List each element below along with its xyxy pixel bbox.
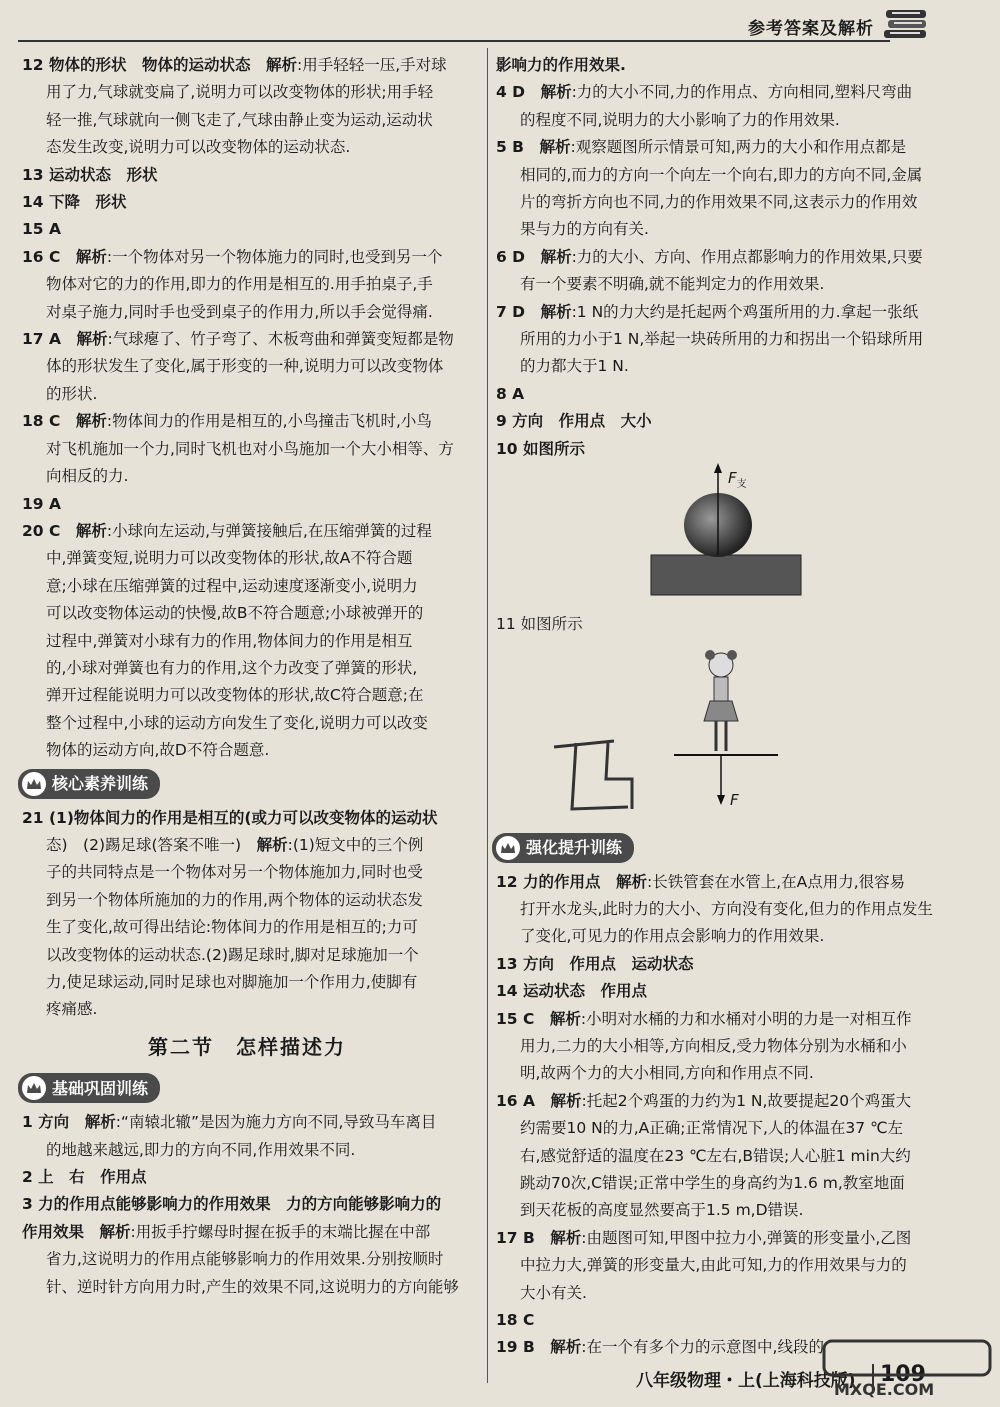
answer-item xyxy=(22,52,472,162)
answer-line: 中,弹簧变短,说明力可以改变物体的形状,故A不符合题 xyxy=(46,549,413,568)
analysis-label: 解析 xyxy=(540,247,572,266)
crown-icon xyxy=(22,1076,46,1100)
answer-item xyxy=(496,244,946,299)
answer-line: 中拉力大,弹簧的形变量大,由此可知,力的作用效果与力的 xyxy=(520,1256,907,1275)
answer-line: 对飞机施加一个力,同时飞机也对小鸟施加一个大小相等、方 xyxy=(46,439,454,458)
analysis-label: 解析 xyxy=(99,1222,131,1241)
answer-line: 疼痛感. xyxy=(46,1000,98,1019)
answer-line: 态) (2)踢足球(答案不唯一) 解析:(1)短文中的三个例 xyxy=(46,835,424,854)
answer-line: 物体的运动方向,故D不符合题意. xyxy=(46,741,270,760)
answer-item xyxy=(22,1164,472,1191)
answer-line: 4 D 解析:力的大小不同,力的作用点、方向相同,塑料尺弯曲 xyxy=(496,83,913,102)
answer-line: 力,使足球运动,同时足球也对脚施加一个作用力,使脚有 xyxy=(46,973,418,991)
answer-item xyxy=(496,1307,946,1334)
right-column xyxy=(496,52,946,1362)
answer-line: 19 B 解析:在一个有多个力的示意图中,线段的 xyxy=(496,1338,824,1357)
analysis-label: 解析 xyxy=(615,872,647,891)
answer-line: 果与力的方向有关. xyxy=(520,220,649,239)
answer-line: 的地越来越远,即力的方向不同,作用效果不同. xyxy=(46,1140,356,1159)
answer-line: 到另一个物体所施加的力的作用,两个物体的运动状态发 xyxy=(46,890,423,909)
answer-line: 的,小球对弹簧也有力的作用,这个力改变了弹簧的形状, xyxy=(46,658,418,677)
answer-line: 的形状. xyxy=(46,384,98,403)
right-answer-list-2 xyxy=(496,869,946,1362)
answer-item xyxy=(496,1225,946,1307)
analysis-label: 解析 xyxy=(75,521,107,540)
answer-item xyxy=(22,189,472,216)
answer-line: 13 方向 作用点 运动状态 xyxy=(496,954,694,973)
answer-line: 态发生改变,说明力可以改变物体的运动状态. xyxy=(46,138,351,157)
answer-line: 的程度不同,说明力的大小影响了力的作用效果. xyxy=(520,110,840,129)
answer-line: 物体对它的力的作用,即力的作用是相互的.用手拍桌子,手 xyxy=(46,275,433,294)
right-answer-list xyxy=(496,52,946,463)
answer-line: 右,感觉舒适的温度在23 ℃左右,B错误;人心脏1 min大约 xyxy=(520,1146,911,1165)
section-title: 第二节 怎样描述力 xyxy=(148,1034,346,1059)
answer-item-11: 11 如图所示 xyxy=(496,615,583,634)
answer-item xyxy=(22,1191,472,1218)
answer-line: 10 如图所示 xyxy=(496,439,585,458)
answer-line: 子的共同特点是一个物体对另一个物体施加力,同时也受 xyxy=(46,863,423,882)
answer-item xyxy=(496,951,946,978)
answer-line: 2 上 右 作用点 xyxy=(22,1168,147,1187)
answer-line: 省力,这说明力的作用点能够影响力的作用效果.分别按顺时 xyxy=(46,1250,444,1269)
watermark-logo xyxy=(822,1339,992,1399)
answer-line: 6 D 解析:力的大小、方向、作用点都影响力的作用效果,只要 xyxy=(496,247,923,266)
left-column xyxy=(22,52,472,1301)
answer-line: 整个过程中,小球的运动方向发生了变化,说明力可以改变 xyxy=(46,713,428,732)
answer-line: 21 (1)物体间力的作用是相互的(或力可以改变物体的运动状 xyxy=(22,808,438,827)
answer-item xyxy=(22,518,472,765)
answer-item xyxy=(496,978,946,1005)
answer-item xyxy=(496,299,946,381)
analysis-label: 解析 xyxy=(75,412,107,431)
force-label-f: F xyxy=(730,790,739,809)
analysis-label: 解析 xyxy=(540,83,572,102)
left-answer-list-2 xyxy=(22,1109,472,1301)
answer-item xyxy=(22,1219,472,1301)
answer-item xyxy=(22,162,472,189)
answer-line: 5 B 解析:观察题图所示情景可知,两力的大小和作用点都是 xyxy=(496,138,907,157)
answer-line: 大小有关. xyxy=(520,1283,587,1302)
answer-line: 20 C 解析:小球向左运动,与弹簧接触后,在压缩弹簧的过程 xyxy=(22,521,432,540)
answer-item xyxy=(496,408,946,435)
analysis-label: 解析 xyxy=(540,302,572,321)
answer-line: 9 方向 作用点 大小 xyxy=(496,412,652,431)
analysis-label: 解析 xyxy=(550,1091,582,1110)
answer-line: 的力都大于1 N. xyxy=(520,357,629,376)
answer-item xyxy=(496,52,946,79)
answer-line: 意;小球在压缩弹簧的过程中,运动速度逐渐变小,说明力 xyxy=(46,576,418,595)
answer-line: 以改变物体的运动状态.(2)踢足球时,脚对足球施加一个 xyxy=(46,945,419,964)
answer-line: 作用效果 解析:用扳手拧螺母时握在扳手的末端比握在中部 xyxy=(22,1222,431,1241)
answer-line: 16 C 解析:一个物体对另一个物体施力的同时,也受到另一个 xyxy=(22,247,443,266)
answer-line: 14 运动状态 作用点 xyxy=(496,982,647,1001)
analysis-label: 解析 xyxy=(76,330,108,349)
answer-item xyxy=(22,244,472,326)
answer-line: 明,故两个力的大小相同,方向和作用点不同. xyxy=(520,1064,814,1083)
footer-book-title: 八年级物理・上(上海科技版) xyxy=(636,1371,856,1391)
analysis-label: 解析 xyxy=(265,56,297,74)
answer-item xyxy=(496,869,946,951)
answer-item xyxy=(22,1109,472,1164)
analysis-label: 解析 xyxy=(75,247,107,266)
banner-strengthen-training xyxy=(492,833,634,863)
answer-line: 相同的,而力的方向一个向左一个向右,即力的方向不同,金属 xyxy=(520,165,923,184)
answer-line: 对桌子施力,同时手也受到桌子的作用力,所以手会觉得痛. xyxy=(46,302,433,321)
answer-item xyxy=(496,79,946,134)
header-title: 参考答案及解析 xyxy=(748,19,874,39)
analysis-label: 解析 xyxy=(550,1228,582,1247)
answer-line: 轻一推,气球就向一侧飞走了,气球由静止变为运动,运动状 xyxy=(46,110,433,129)
answer-item xyxy=(22,326,472,408)
girl-force-figure xyxy=(496,639,946,829)
answer-line: 1 方向 解析:“南辕北辙”是因为施力方向不同,导致马车离目 xyxy=(22,1113,437,1132)
answer-item xyxy=(496,1006,946,1088)
force-label-f-support: $F_支$ xyxy=(728,469,747,491)
answer-line: 14 下降 形状 xyxy=(22,193,127,212)
answer-item xyxy=(22,491,472,518)
answer-line: 了变化,可见力的作用点会影响力的作用效果. xyxy=(520,927,825,946)
page-number: 109 xyxy=(880,1362,926,1387)
analysis-label: 解析 xyxy=(550,1338,582,1357)
analysis-label: 解析 xyxy=(549,1009,581,1028)
answer-line: 16 A 解析:托起2个鸡蛋的力约为1 N,故要提起20个鸡蛋大 xyxy=(496,1091,912,1110)
banner-label: 核心素养训练 xyxy=(52,773,149,793)
answer-line: 18 C 解析:物体间力的作用是相互的,小鸟撞击飞机时,小鸟 xyxy=(22,412,432,431)
answer-item xyxy=(496,381,946,408)
answer-line: 17 A 解析:气球瘪了、竹子弯了、木板弯曲和弹簧变短都是物 xyxy=(22,330,454,349)
answer-line: 有一个要素不明确,就不能判定力的作用效果. xyxy=(520,275,825,294)
apple-diagram xyxy=(496,463,946,611)
answer-line: 生了变化,故可得出结论:物体间力的作用是相互的;力可 xyxy=(46,918,418,937)
answer-line: 用了力,气球就变扁了,说明力可以改变物体的形状;用手轻 xyxy=(46,83,434,102)
column-divider xyxy=(487,48,488,1383)
banner-label: 基础巩固训练 xyxy=(52,1078,149,1098)
answer-line: 弹开过程能说明力可以改变物体的形状,故C符合题意;在 xyxy=(46,686,424,705)
answer-line: 用力,二力的大小相等,方向相反,受力物体分别为水桶和小 xyxy=(520,1036,907,1055)
answer-item xyxy=(496,436,946,463)
analysis-label: 解析 xyxy=(84,1113,116,1132)
crown-icon xyxy=(496,836,520,860)
apple-force-figure xyxy=(496,463,946,611)
answer-line: 19 A xyxy=(22,494,61,513)
crown-icon xyxy=(22,772,46,796)
answer-line: 约需要10 N的力,A正确;正常情况下,人的体温在37 ℃左 xyxy=(520,1119,903,1138)
answer-line: 12 力的作用点 解析:长铁管套在水管上,在A点用力,很容易 xyxy=(496,872,906,891)
answer-line: 跳动70次,C错误;正常中学生的身高约为1.6 m,教室地面 xyxy=(520,1173,905,1192)
answer-line: 打开水龙头,此时力的大小、方向没有变化,但力的作用点发生 xyxy=(520,899,933,918)
answer-line: 12 物体的形状 物体的运动状态 解析:用手轻轻一压,手对球 xyxy=(22,56,447,74)
answer-line: 针、逆时针方向用力时,产生的效果不同,这说明力的方向能够 xyxy=(46,1277,459,1296)
answer-item-21 xyxy=(22,805,472,1024)
svg-text:MXQE.COM: MXQE.COM xyxy=(834,1380,935,1399)
girl-diagram xyxy=(496,639,946,829)
answer-item xyxy=(22,408,472,490)
answer-line: 15 A xyxy=(22,220,61,239)
answer-line: 片的弯折方向也不同,力的作用效果不同,这表示力的作用效 xyxy=(520,193,918,212)
banner-label: 强化提升训练 xyxy=(526,837,623,857)
answer-item xyxy=(496,1088,946,1225)
answer-line: 到天花板的高度显然要高于1.5 m,D错误. xyxy=(520,1201,804,1220)
analysis-label: 解析 xyxy=(539,138,571,157)
answer-line: 过程中,弹簧对小球有力的作用,物体间力的作用是相互 xyxy=(46,631,413,650)
header-rule xyxy=(18,40,890,42)
book-stack-icon xyxy=(882,6,932,44)
answer-line: 影响力的作用效果. xyxy=(496,56,626,74)
answer-line: 向相反的力. xyxy=(46,467,129,486)
banner-core-literacy xyxy=(18,769,160,799)
answer-line: 13 运动状态 形状 xyxy=(22,165,158,184)
banner-basic-training xyxy=(18,1073,160,1103)
answer-line: 体的形状发生了变化,属于形变的一种,说明力可以改变物体 xyxy=(46,357,444,376)
answer-line: 可以改变物体运动的快慢,故B不符合题意;小球被弹开的 xyxy=(46,604,424,623)
answer-item xyxy=(496,134,946,244)
answer-line: 8 A xyxy=(496,384,525,403)
answer-item xyxy=(22,216,472,243)
answer-line: 7 D 解析:1 N的力大约是托起两个鸡蛋所用的力.拿起一张纸 xyxy=(496,302,919,321)
answer-line: 18 C xyxy=(496,1311,535,1329)
left-answer-list xyxy=(22,52,472,765)
answer-line: 17 B 解析:由题图可知,甲图中拉力小,弹簧的形变量小,乙图 xyxy=(496,1228,912,1247)
answer-line: 3 力的作用点能够影响力的作用效果 力的方向能够影响力的 xyxy=(22,1195,442,1214)
answer-line: 所用的力小于1 N,举起一块砖所用的力和拐出一个铅球所用 xyxy=(520,330,924,349)
answer-line: 15 C 解析:小明对水桶的力和水桶对小明的力是一对相互作 xyxy=(496,1009,912,1028)
